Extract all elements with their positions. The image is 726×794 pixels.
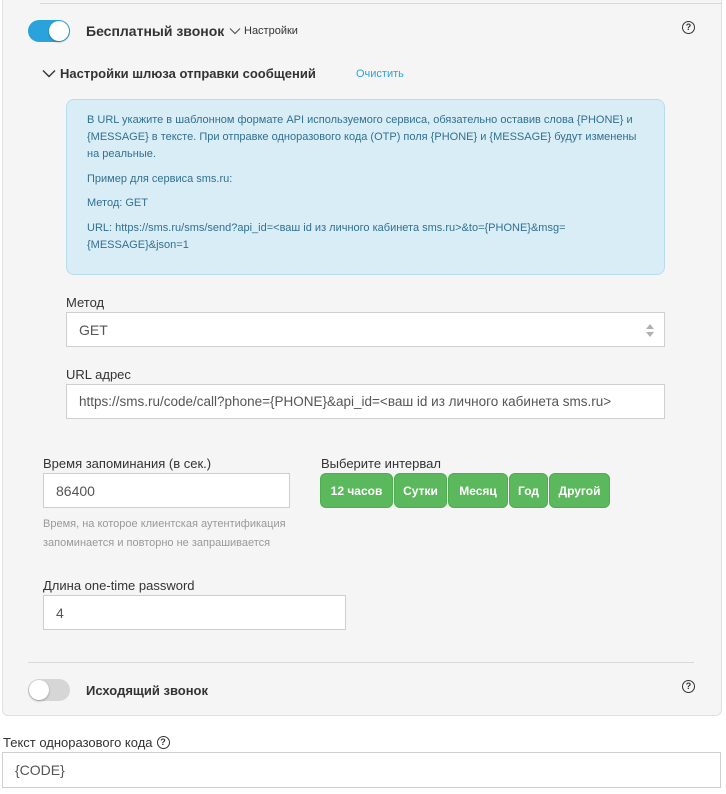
chevron-down-icon <box>229 27 241 35</box>
otp-length-input[interactable] <box>43 595 346 630</box>
url-label: URL адрес <box>66 367 131 382</box>
help-icon[interactable]: ? <box>157 736 170 749</box>
info-paragraph: В URL укажите в шаблонном формате API используемого сервиса, обязательно оставив слова {PHONE} и {MESSAGE} в тексте. При отправке одноразового кода (OTP) поля {PHONE} и {MESSAGE} будут изменены на реальные. <box>87 114 637 160</box>
info-box <box>66 99 665 275</box>
clear-link[interactable]: Очистить <box>356 68 404 80</box>
settings-link-label: Настройки <box>244 25 298 37</box>
code-text-label-row <box>3 735 170 750</box>
gateway-header[interactable] <box>42 66 316 81</box>
free-call-settings-link[interactable] <box>229 25 298 37</box>
otp-length-value: 4 <box>56 604 64 621</box>
interval-month-button[interactable]: Месяц <box>448 473 508 508</box>
otp-length-label: Длина one-time password <box>43 578 195 593</box>
free-call-toggle[interactable] <box>28 20 70 42</box>
help-icon[interactable]: ? <box>682 21 695 34</box>
remember-label: Время запоминания (в сек.) <box>43 456 212 471</box>
method-select[interactable] <box>66 312 665 347</box>
method-label: Метод <box>66 295 105 310</box>
url-input[interactable] <box>66 384 665 419</box>
info-example-method: Метод: GET <box>87 197 148 209</box>
interval-other-button[interactable]: Другой <box>549 473 610 508</box>
section-divider <box>28 662 694 663</box>
code-text-value: {CODE} <box>15 762 65 778</box>
info-example-url: URL: https://sms.ru/sms/send?api_id=<ваш id из личного кабинета sms.ru>&to={PHONE}&msg={MESSAGE}&json=1 <box>87 222 566 251</box>
code-text-label: Текст одноразового кода <box>3 735 153 750</box>
interval-12h-button[interactable]: 12 часов <box>320 473 393 508</box>
chevron-down-icon <box>42 69 56 78</box>
code-text-input[interactable] <box>2 752 721 788</box>
toggle-knob <box>29 680 49 700</box>
interval-day-button[interactable]: Сутки <box>394 473 447 508</box>
info-example-title: Пример для сервиса sms.ru: <box>87 173 233 185</box>
top-divider <box>40 3 722 4</box>
remember-value: 86400 <box>56 482 95 499</box>
gateway-title: Настройки шлюза отправки сообщений <box>60 66 316 81</box>
remember-input[interactable] <box>43 473 290 508</box>
outgoing-call-title: Исходящий звонок <box>86 683 209 698</box>
method-value: GET <box>79 321 108 338</box>
free-call-title: Бесплатный звонок <box>86 23 225 39</box>
outgoing-call-toggle[interactable] <box>28 679 70 701</box>
remember-hint: Время, на которое клиентская аутентификация запоминается и повторно не запрашивается <box>43 518 286 549</box>
toggle-knob <box>49 21 69 41</box>
select-arrows-icon <box>646 324 654 337</box>
url-value: https://sms.ru/code/call?phone={PHONE}&api_id=<ваш id из личного кабинета sms.ru> <box>79 394 612 409</box>
interval-year-button[interactable]: Год <box>509 473 548 508</box>
interval-label: Выберите интервал <box>321 456 441 471</box>
help-icon[interactable]: ? <box>682 680 695 693</box>
